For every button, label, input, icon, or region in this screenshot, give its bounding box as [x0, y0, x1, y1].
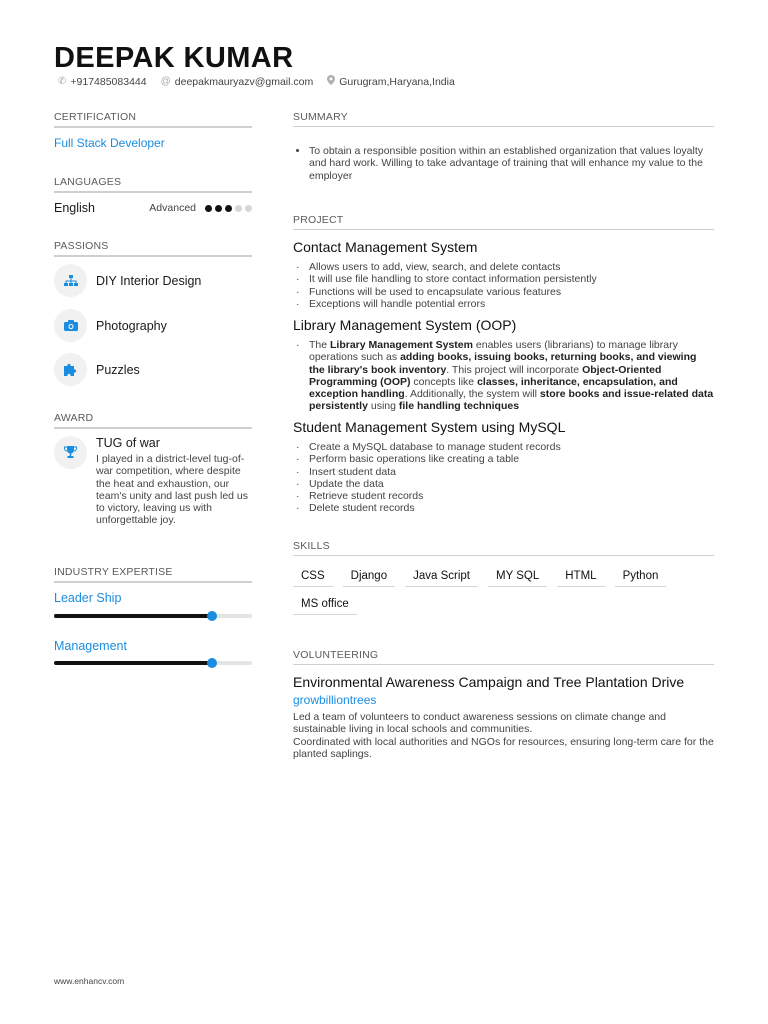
- passion-item: [54, 309, 167, 342]
- rich-segment-bold: Object-Oriented Programming (OOP): [309, 363, 662, 388]
- puzzle-icon: [54, 353, 87, 386]
- trophy-icon: [54, 436, 87, 469]
- level-dot: [205, 205, 212, 212]
- passion-label: Puzzles: [96, 362, 140, 377]
- rich-segment: concepts like: [410, 375, 478, 388]
- rich-segment: enables users (librarians) to manage library operations such as: [309, 339, 678, 364]
- volunteering-description: [293, 711, 715, 760]
- project-heading: PROJECT: [293, 214, 714, 230]
- hierarchy-icon: [54, 264, 87, 297]
- project-bullets: [293, 339, 715, 413]
- rich-segment-bold: store books and issue-related data persistently: [309, 388, 714, 413]
- award-description: I played in a district-level tug-of-war competition, where despite the heat and exhaustion, our team's unity and last push led us to victory, leaving us with unforgettable joy.: [96, 453, 249, 527]
- skills-tags: [293, 567, 715, 615]
- skill-tag: Python: [615, 567, 667, 587]
- project-bullet: · Create a MySQL database to manage student records: [293, 441, 715, 453]
- level-dot: [235, 205, 242, 212]
- volunteering-org: growbilliontrees: [293, 693, 377, 707]
- rich-segment: . This project will incorporate: [446, 363, 583, 376]
- summary-text: • To obtain a responsible position within an established organization that values loyalty and hard work. Willing to take advantage of training that will enhance my value to the employer: [309, 145, 715, 182]
- passion-item: [54, 353, 140, 386]
- expertise-name: Leader Ship: [54, 591, 122, 605]
- rich-segment: using: [367, 400, 399, 413]
- skill-tag: CSS: [293, 567, 333, 587]
- expertise-name: Management: [54, 639, 127, 653]
- award-item: [54, 436, 252, 527]
- volunteering-title: Environmental Awareness Campaign and Tree Plantation Drive: [293, 674, 685, 690]
- certification-title: Full Stack Developer: [54, 136, 165, 150]
- project-bullet: · Insert student data: [293, 466, 715, 478]
- contact-phone: [58, 75, 147, 88]
- industry-expertise-heading: INDUSTRY EXPERTISE: [54, 566, 252, 583]
- volunteering-line: Led a team of volunteers to conduct awareness sessions on climate change and sustainable living in local schools and communities.: [293, 711, 666, 736]
- skill-tag: Java Script: [405, 567, 478, 587]
- candidate-name: DEEPAK KUMAR: [54, 42, 294, 74]
- rich-segment-bold: adding books, issuing books, returning books, and viewing the library's book inventory: [309, 351, 697, 376]
- project-bullet: · It will use file handling to store contact information persistently: [293, 273, 715, 285]
- location-text: Gurugram,Haryana,India: [339, 75, 455, 88]
- project-bullet: · Allows users to add, view, search, and delete contacts: [293, 261, 715, 273]
- award-heading: AWARD: [54, 412, 252, 429]
- contact-email: [161, 75, 314, 88]
- at-icon: @: [160, 76, 171, 87]
- project-bullet: · Retrieve student records: [293, 490, 715, 502]
- project-rich-bullet: [293, 339, 715, 413]
- expertise-bar-fill: [54, 614, 212, 618]
- language-level: Advanced: [149, 202, 196, 214]
- expertise-bar-knob: [207, 611, 217, 621]
- project-title: Student Management System using MySQL: [293, 419, 566, 435]
- language-name: English: [54, 201, 95, 215]
- phone-icon: ✆: [58, 76, 67, 87]
- project-bullet: · Update the data: [293, 478, 715, 490]
- project-title: Library Management System (OOP): [293, 317, 517, 333]
- project-title: Contact Management System: [293, 239, 478, 255]
- skill-tag: MY SQL: [488, 567, 547, 587]
- skill-tag: Django: [343, 567, 395, 587]
- rich-segment-bold: Library Management System: [330, 339, 473, 351]
- expertise-bar: [54, 614, 252, 618]
- summary-list: [297, 145, 715, 182]
- skill-tag: HTML: [557, 567, 604, 587]
- languages-heading: LANGUAGES: [54, 176, 252, 193]
- award-body: [96, 436, 252, 527]
- rich-segment: . Additionally, the system will: [404, 388, 540, 401]
- rich-segment-bold: classes, inheritance, encapsulation, and exception handling: [309, 375, 678, 401]
- project-bullets: [293, 441, 715, 515]
- project-bullet: · Exceptions will handle potential errors: [293, 298, 715, 310]
- level-dot: [245, 205, 252, 212]
- contact-location: [327, 75, 455, 88]
- certification-heading: CERTIFICATION: [54, 111, 252, 128]
- volunteering-line: Coordinated with local authorities and NGOs for resources, ensuring long-term care for the planted saplings.: [293, 735, 714, 760]
- phone-text[interactable]: +917485083444: [70, 75, 147, 88]
- language-item: [54, 201, 252, 215]
- expertise-bar-knob: [207, 658, 217, 668]
- language-level-dots: [205, 205, 252, 212]
- skills-heading: SKILLS: [293, 540, 714, 556]
- expertise-bar-fill: [54, 661, 212, 665]
- email-text[interactable]: deepakmauryazv@gmail.com: [174, 75, 314, 88]
- passion-item: [54, 264, 201, 297]
- rich-segment-bold: file handling techniques: [398, 400, 520, 413]
- volunteering-heading: VOLUNTEERING: [293, 649, 714, 665]
- contact-bar: [58, 75, 455, 88]
- project-bullet: · Perform basic operations like creating a table: [293, 453, 715, 465]
- rich-segment: The: [309, 339, 331, 351]
- summary-heading: SUMMARY: [293, 111, 714, 127]
- level-dot: [215, 205, 222, 212]
- level-dot: [225, 205, 232, 212]
- passion-label: Photography: [96, 318, 167, 333]
- expertise-bar: [54, 661, 252, 665]
- footer-brand: www.enhancv.com: [54, 976, 125, 986]
- project-bullet: · Functions will be used to encapsulate various features: [293, 286, 715, 298]
- location-pin-icon: [327, 75, 335, 88]
- project-bullet: · Delete student records: [293, 502, 715, 514]
- award-title: TUG of war: [96, 436, 160, 450]
- project-bullets: [293, 261, 715, 310]
- passion-label: DIY Interior Design: [96, 273, 202, 288]
- camera-icon: [54, 309, 87, 342]
- skill-tag: MS office: [293, 595, 357, 615]
- passions-heading: PASSIONS: [54, 240, 252, 257]
